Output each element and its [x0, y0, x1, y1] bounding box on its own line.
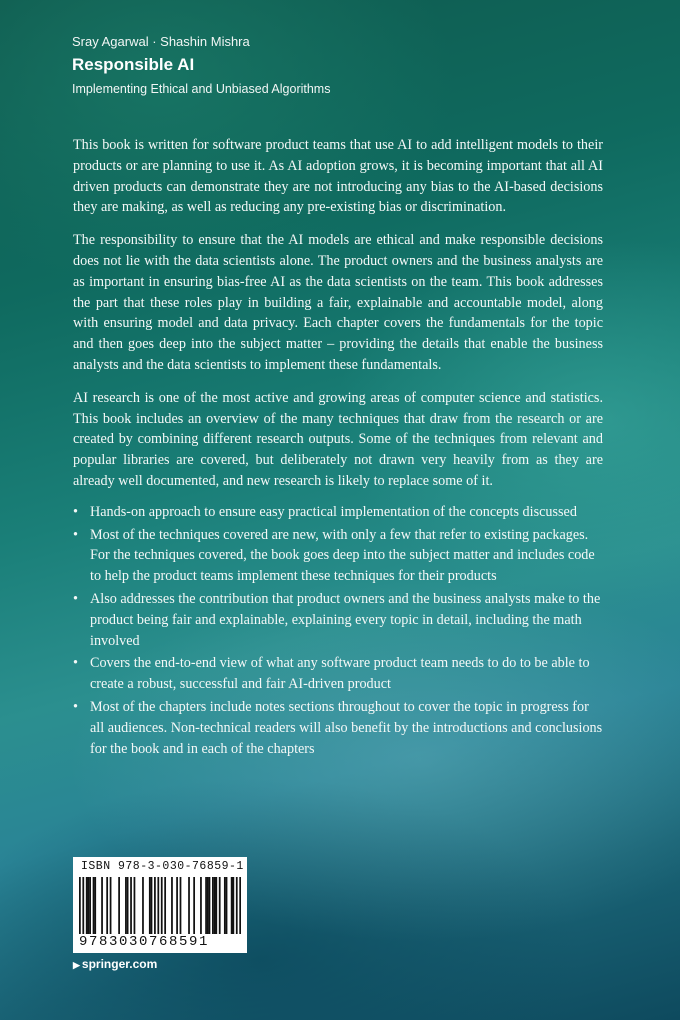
- barcode-bar: [171, 877, 173, 934]
- book-subtitle: Implementing Ethical and Unbiased Algorithms: [72, 82, 331, 96]
- barcode-bar: [82, 877, 84, 934]
- authors: Sray Agarwal · Shashin Mishra: [72, 34, 250, 49]
- barcode-bar: [106, 877, 108, 934]
- isbn-text: ISBN 978-3-030-76859-1: [81, 860, 244, 873]
- barcode-bar: [142, 877, 144, 934]
- barcode-bar: [226, 877, 228, 934]
- barcode-bar: [86, 877, 88, 934]
- barcode-bar: [89, 877, 91, 934]
- barcode-bar: [154, 877, 156, 934]
- paragraph-3: AI research is one of the most active and growing areas of computer science and statistics. This book includes an overview of the many techniques that draw from the research or are created by combining different research outputs. Some of the techniques from relevant and popular libraries are covered, but deliberately not drawn very heavily from as they are already well documented, and new research is likely to replace some of it.: [73, 389, 603, 489]
- barcode-bar: [205, 877, 207, 934]
- feature-list: [73, 502, 603, 760]
- barcode-bar: [164, 877, 166, 934]
- arrow-right-icon: ▶: [73, 960, 80, 970]
- barcode-bar: [157, 877, 159, 934]
- bullet-icon: •: [73, 526, 78, 543]
- barcode-bar: [125, 877, 127, 934]
- barcode-bar: [236, 877, 238, 934]
- barcode-bar: [231, 877, 233, 934]
- barcode-bar: [232, 877, 234, 934]
- barcode-bar: [110, 877, 112, 934]
- list-item: • Hands-on approach to ensure easy practical implementation of the concepts discussed: [73, 502, 603, 523]
- barcode-bar: [200, 877, 202, 934]
- blurb: [73, 135, 603, 761]
- bullet-icon: •: [73, 655, 78, 672]
- barcode-block: [73, 857, 247, 953]
- bullet-icon: •: [73, 503, 78, 520]
- barcode-bar: [207, 877, 209, 934]
- list-item: • Also addresses the contribution that product owners and the business analysts make to the product being fair and explainable, explaining every topic in detail, including the math involved: [73, 590, 601, 649]
- paragraph-1: This book is written for software product teams that use AI to add intelligent models to their products or are planning to use it. As AI adoption grows, it is becoming important that all AI driven products can demonstrate they are not introducing any bias to the AI-based decisions they are making, as well as reducing any pre-existing bias or discrimination.: [73, 137, 603, 216]
- bullet-icon: •: [73, 698, 78, 715]
- bullet-icon: •: [73, 590, 78, 607]
- barcode-bar: [239, 877, 241, 934]
- ean-digits: 9783030768591: [79, 934, 210, 950]
- barcode-bar: [94, 877, 96, 934]
- paragraph-2: The responsibility to ensure that the AI models are ethical and make responsible decisions does not lie with the data scientists alone. The product owners and the business analysts are as important in ensuring bias-free AI as the data scientists on the team. This book addresses the part that these roles play in building a fair, explainable and accountable model, along with ensuring model and data privacy. Each chapter covers the fundamentals for the topic and then goes deep into the subject matter – providing the details that enable the business analysts and the data scientists to implement these fundamentals.: [73, 232, 603, 373]
- barcode-bar: [176, 877, 178, 934]
- barcode-bar: [212, 877, 214, 934]
- barcode-bar: [134, 877, 136, 934]
- barcode-bar: [101, 877, 103, 934]
- barcode-bar: [88, 877, 90, 934]
- barcode-bar: [118, 877, 120, 934]
- barcode-bar: [180, 877, 182, 934]
- barcode-bar: [93, 877, 95, 934]
- barcode-bar: [161, 877, 163, 934]
- list-item: • Most of the techniques covered are new, with only a few that refer to existing packages. For the techniques covered, the book goes deep into the subject matter and includes code to help the product teams implement these techniques for their products: [73, 526, 595, 585]
- book-title: Responsible AI: [72, 55, 195, 74]
- barcode-bar: [188, 877, 190, 934]
- barcode-bar: [79, 877, 81, 934]
- barcode-icon: [79, 877, 241, 934]
- barcode-bar: [149, 877, 151, 934]
- list-item: • Most of the chapters include notes sections throughout to cover the topic in progress for all audiences. Non-technical readers will also benefit by the introductions and conclusions for the book and in each of the chapters: [73, 698, 603, 757]
- barcode-bar: [209, 877, 211, 934]
- barcode-bar: [214, 877, 216, 934]
- barcode-bar: [215, 877, 217, 934]
- list-item: • Covers the end-to-end view of what any software product team needs to do to be able to create a robust, successful and fair AI-driven product: [73, 655, 590, 693]
- barcode-bar: [127, 877, 129, 934]
- barcode-bar: [193, 877, 195, 934]
- barcode-bar: [130, 877, 132, 934]
- barcode-bar: [151, 877, 153, 934]
- barcode-bar: [224, 877, 226, 934]
- publisher-url[interactable]: ▶ springer.com: [73, 957, 158, 971]
- cover-header: [72, 33, 330, 98]
- barcode-bar: [219, 877, 221, 934]
